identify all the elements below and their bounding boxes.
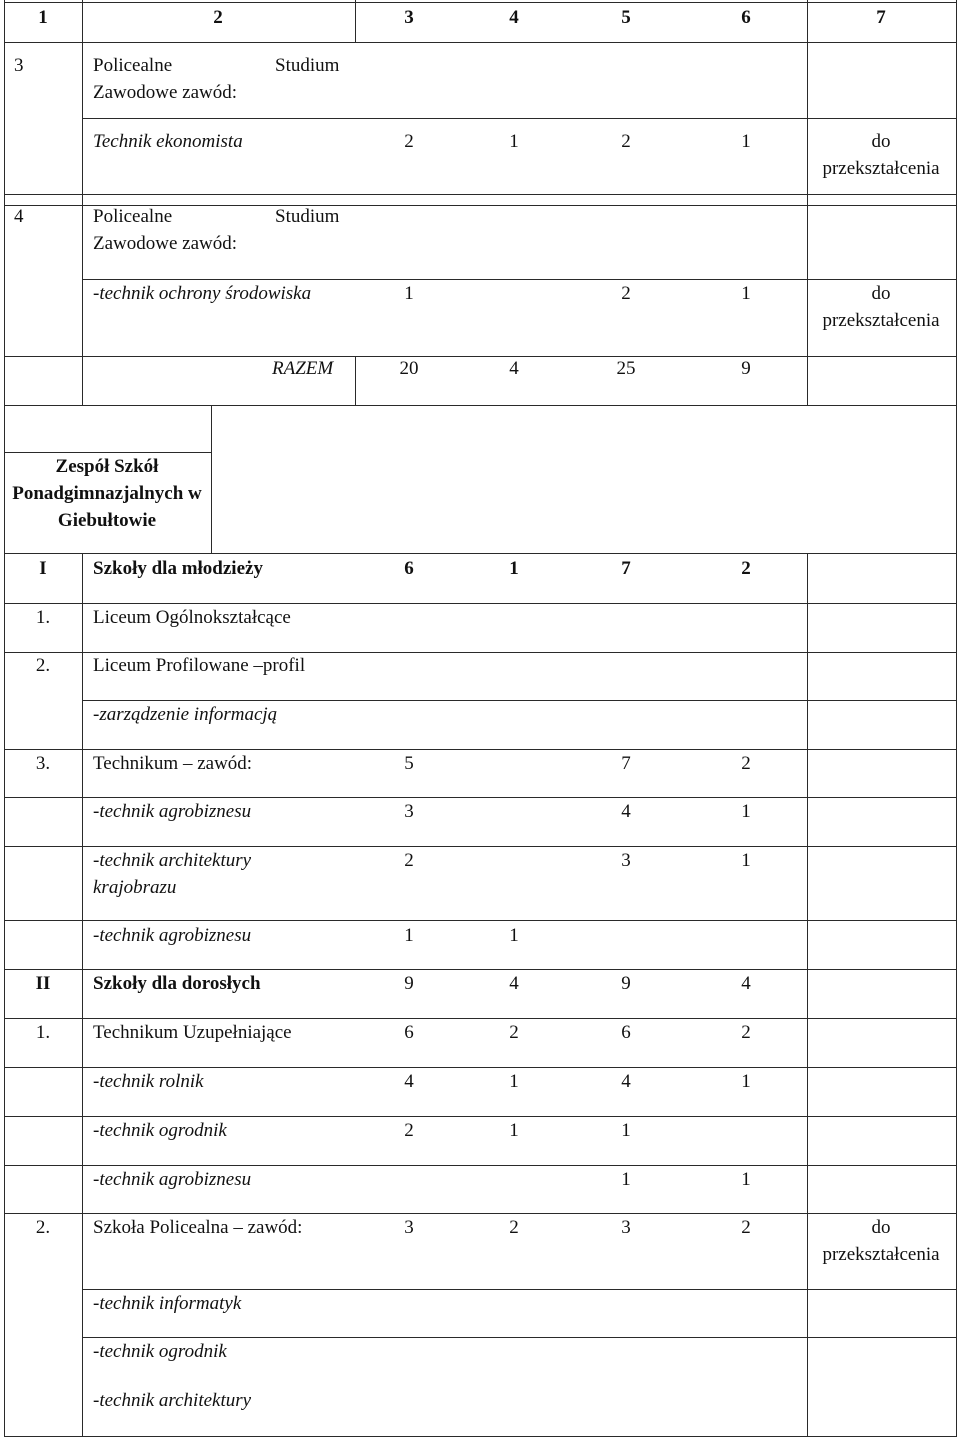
header-col-5: 5 (621, 7, 631, 28)
note-line2: przekształcenia (822, 1244, 940, 1265)
value-cell: 1 (741, 1169, 751, 1190)
value-cell: 7 (621, 753, 631, 774)
note-line1: do (871, 283, 891, 304)
profession-label: -technik agrobiznesu (93, 925, 252, 946)
school-name-line2: Ponadgimnazjalnych w (12, 483, 202, 504)
value-cell: 1 (404, 925, 414, 946)
header-col-4: 4 (509, 7, 519, 28)
value-cell: 6 (404, 558, 414, 579)
value-cell: 1 (741, 131, 751, 152)
section-label: Szkoły dla dorosłych (93, 973, 261, 994)
header-col-7: 7 (876, 7, 886, 28)
header-col-2: 2 (213, 7, 223, 28)
profession-label: -technik architektury (93, 1390, 252, 1411)
profession-label: -technik architektury (93, 850, 252, 871)
profession-label: -technik informatyk (93, 1293, 242, 1314)
profession-label: -technik rolnik (93, 1071, 204, 1092)
value-cell: 2 (404, 131, 414, 152)
value-cell: 3 (404, 1217, 414, 1238)
header-col-1: 1 (38, 7, 48, 28)
value-cell: 4 (404, 1071, 414, 1092)
value-cell: 1 (741, 850, 751, 871)
school-label: Liceum Ogólnokształcące (93, 607, 291, 628)
note-line2: przekształcenia (822, 158, 940, 179)
note-line1: do (871, 131, 891, 152)
value-cell: 3 (621, 1217, 631, 1238)
value-cell: 2 (741, 1022, 751, 1043)
value-cell: 2 (621, 283, 631, 304)
value-cell: 2 (404, 1120, 414, 1141)
school-type-label: Policealne (93, 206, 173, 227)
value-cell: 2 (509, 1022, 519, 1043)
school-label: Technikum – zawód: (93, 753, 253, 774)
value-cell: 1 (621, 1169, 631, 1190)
value-cell: 2 (621, 131, 631, 152)
total-label: RAZEM (272, 358, 334, 379)
profession-label: -technik ogrodnik (93, 1341, 227, 1362)
value-cell: 4 (509, 973, 519, 994)
profession-label: -technik ogrodnik (93, 1120, 227, 1141)
row-number: 2. (35, 1217, 51, 1238)
section-number: I (39, 558, 47, 579)
note-line1: do (871, 1217, 891, 1238)
profession-label: Technik ekonomista (93, 131, 243, 152)
row-number: 4 (14, 206, 24, 227)
table-border-left (4, 0, 5, 1437)
value-cell: 1 (509, 925, 519, 946)
school-type-label-line2: Zawodowe zawód: (93, 82, 238, 103)
value-cell: 2 (741, 1217, 751, 1238)
note-line2: przekształcenia (822, 310, 940, 331)
school-type-label-line2: Zawodowe zawód: (93, 233, 238, 254)
row-number: 3. (35, 753, 51, 774)
value-cell: 1 (509, 558, 519, 579)
school-label: Liceum Profilowane –profil (93, 655, 306, 676)
school-label: Technikum Uzupełniające (93, 1022, 292, 1043)
value-cell: 1 (509, 131, 519, 152)
value-cell: 1 (741, 801, 751, 822)
value-cell: 6 (404, 1022, 414, 1043)
value-cell: 2 (509, 1217, 519, 1238)
value-cell: 3 (404, 801, 414, 822)
value-cell: 1 (621, 1120, 631, 1141)
total-value: 25 (616, 358, 636, 379)
value-cell: 4 (621, 1071, 631, 1092)
value-cell: 9 (621, 973, 631, 994)
header-col-3: 3 (404, 7, 414, 28)
row-number: 1. (35, 607, 51, 628)
profession-label-line2: krajobrazu (93, 877, 177, 898)
value-cell: 1 (404, 283, 414, 304)
section-label: Szkoły dla młodzieży (93, 558, 263, 579)
table-border-right (956, 0, 957, 1437)
value-cell: 2 (741, 558, 751, 579)
profession-label: -technik agrobiznesu (93, 1169, 252, 1190)
value-cell: 3 (621, 850, 631, 871)
value-cell: 4 (621, 801, 631, 822)
value-cell: 7 (621, 558, 631, 579)
value-cell: 9 (404, 973, 414, 994)
header-col-6: 6 (741, 7, 751, 28)
school-type-label-right: Studium (275, 55, 340, 76)
profile-label: -zarządzenie informacją (93, 704, 278, 725)
school-name-line1: Zespół Szkół (55, 456, 159, 477)
row-number: 3 (14, 55, 24, 76)
school-type-label-right: Studium (275, 206, 340, 227)
school-label: Szkoła Policealna – zawód: (93, 1217, 303, 1238)
profession-label: -technik ochrony środowiska (93, 283, 312, 304)
value-cell: 2 (741, 753, 751, 774)
value-cell: 4 (741, 973, 751, 994)
value-cell: 1 (509, 1120, 519, 1141)
total-value: 9 (741, 358, 751, 379)
total-value: 20 (399, 358, 419, 379)
row-number: 1. (35, 1022, 51, 1043)
total-value: 4 (509, 358, 519, 379)
school-type-label: Policealne (93, 55, 173, 76)
profession-label: -technik agrobiznesu (93, 801, 252, 822)
value-cell: 5 (404, 753, 414, 774)
value-cell: 1 (741, 283, 751, 304)
value-cell: 1 (509, 1071, 519, 1092)
school-name-line3: Giebułtowie (57, 510, 157, 531)
value-cell: 1 (741, 1071, 751, 1092)
row-number: 2. (35, 655, 51, 676)
value-cell: 2 (404, 850, 414, 871)
value-cell: 6 (621, 1022, 631, 1043)
section-number: II (35, 973, 51, 994)
